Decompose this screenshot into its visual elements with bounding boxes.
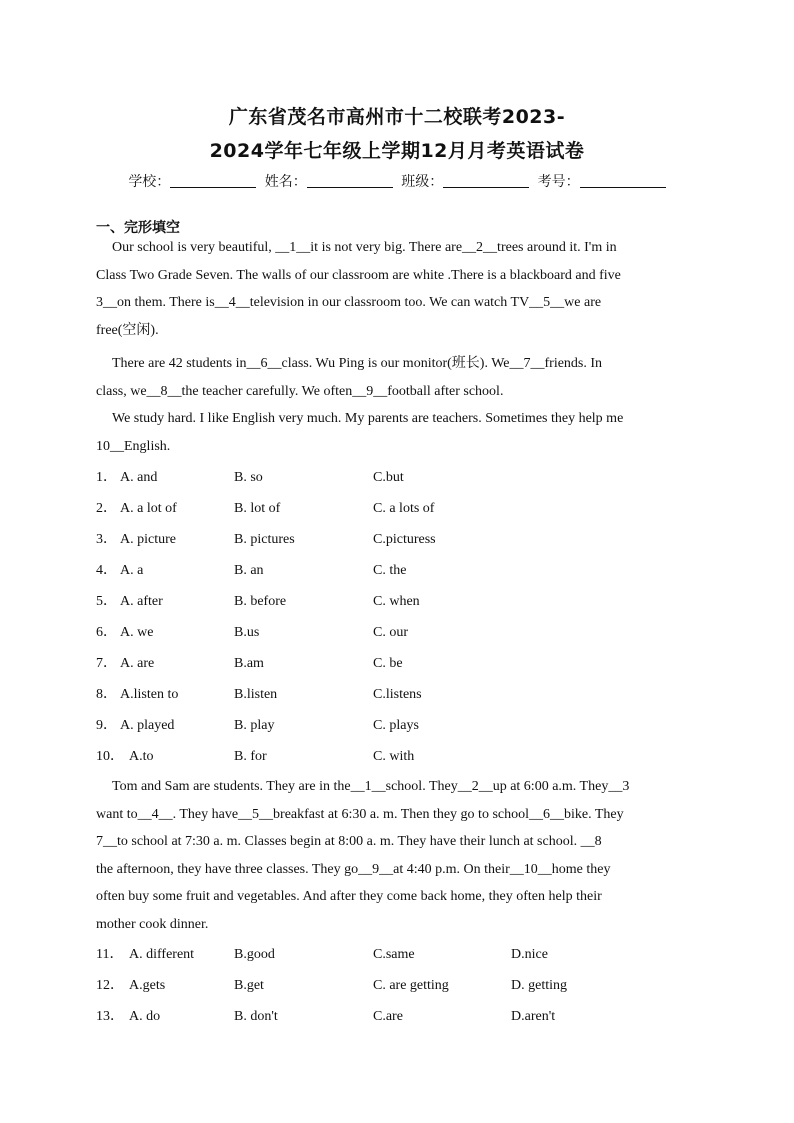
question-number: 10． [96,749,124,764]
option-b[interactable]: B. before [234,594,287,609]
question-number: 2． [96,501,117,516]
question-number: 7． [96,656,117,671]
question-row [96,648,696,679]
option-b[interactable]: B.good [234,947,275,962]
exam-title-line1: 广东省茂名市高州市十二校联考2023- [228,106,566,128]
question-number: 13． [96,1009,124,1024]
option-b[interactable]: B. play [234,718,275,733]
passage-line: Our school is very beautiful, __1__it is not very big. There are__2__trees around it. I'm in [112,240,617,255]
question-row [96,741,696,772]
class-blank[interactable] [443,173,529,188]
question-number: 11． [96,947,124,962]
questions-1-10 [96,462,696,772]
question-row [96,710,696,741]
question-number: 8． [96,687,117,702]
passage-1b [96,350,696,460]
option-a[interactable]: A. do [129,1009,161,1024]
option-b[interactable]: B.us [234,625,260,640]
passage-line: 7__to school at 7:30 a. m. Classes begin at 8:00 a. m. They have their lunch at school. __8 [96,834,602,849]
option-c[interactable]: C.listens [373,687,422,702]
option-c[interactable]: C. when [373,594,420,609]
option-c[interactable]: C.but [373,470,404,485]
passage-line: mother cook dinner. [96,916,209,932]
exam-title-line2: 2024学年七年级上学期12月月考英语试卷 [209,140,585,162]
question-number: 5． [96,594,117,609]
option-c[interactable]: C.same [373,947,415,962]
option-d[interactable]: D.nice [511,947,548,962]
option-c[interactable]: C. are getting [373,978,449,993]
option-a[interactable]: A. are [120,656,155,671]
option-b[interactable]: B. an [234,563,264,578]
option-c[interactable]: C.picturess [373,532,436,547]
exam-number-blank[interactable] [580,173,666,188]
option-c[interactable]: C.are [373,1009,403,1024]
question-row [96,462,696,493]
question-row [96,1001,696,1032]
question-number: 1． [96,470,117,485]
student-info-fields [0,171,794,191]
name-label: 姓名： [264,174,307,190]
school-blank[interactable] [170,173,256,188]
question-number: 4． [96,563,117,578]
question-number: 3． [96,532,117,547]
question-number: 6． [96,625,117,640]
name-blank[interactable] [307,173,393,188]
exam-number-label: 考号： [537,174,580,190]
passage-line: We study hard. I like English very much. My parents are teachers. Sometimes they help me [112,411,624,426]
option-b[interactable]: B. for [234,749,267,764]
option-a[interactable]: A. after [120,594,163,609]
section-heading: 一、完形填空 [96,220,180,236]
name-field [265,171,393,191]
option-b[interactable]: B. lot of [234,501,281,516]
passage-line: There are 42 students in__6__class. Wu Ping is our monitor(班长). We__7__friends. In [112,356,603,371]
option-c[interactable]: C. our [373,625,408,640]
question-row [96,617,696,648]
option-a[interactable]: A. we [120,625,154,640]
class-label: 班级： [401,174,444,190]
question-number: 9． [96,718,117,733]
option-b[interactable]: B. so [234,470,263,485]
option-b[interactable]: B. don't [234,1009,278,1024]
option-c[interactable]: C. the [373,563,407,578]
option-b[interactable]: B. pictures [234,532,295,547]
question-row [96,970,696,1001]
passage-line: 3__on them. There is__4__television in our classroom too. We can watch TV__5__we are [96,295,602,310]
option-a[interactable]: A. picture [120,532,176,547]
option-a[interactable]: A. and [120,470,158,485]
question-row [96,679,696,710]
questions-11-13 [96,939,696,1032]
question-row [96,555,696,586]
question-row [96,493,696,524]
school-label: 学校： [128,174,171,190]
option-c[interactable]: C. plays [373,718,419,733]
question-row [96,939,696,970]
question-number: 12． [96,978,124,993]
option-c[interactable]: C. with [373,749,415,764]
option-a[interactable]: A. played [120,718,175,733]
option-a[interactable]: A. a [120,563,144,578]
option-a[interactable]: A.gets [129,978,166,993]
option-b[interactable]: B.get [234,978,264,993]
option-d[interactable]: D. getting [511,978,567,993]
passage-1 [96,234,696,344]
option-a[interactable]: A. different [129,947,195,962]
option-a[interactable]: A. a lot of [120,501,177,516]
option-c[interactable]: C. be [373,656,403,671]
passage-line: want to__4__. They have__5__breakfast at 6:30 a. m. Then they go to school__6__bike. They [96,806,624,822]
passage-line: Tom and Sam are students. They are in the__1__school. They__2__up at 6:00 a.m. They__3 [112,779,630,794]
passage-2 [96,773,696,938]
exam-number-field [538,171,666,191]
school-field [128,171,256,191]
passage-line: free(空闲). [96,322,159,338]
option-b[interactable]: B.am [234,656,264,671]
passage-line: the afternoon, they have three classes. They go__9__at 4:40 p.m. On their__10__home they [96,861,611,877]
passage-line: often buy some fruit and vegetables. And after they come back home, they often help their [96,889,602,904]
option-a[interactable]: A.to [129,749,154,764]
passage-line: Class Two Grade Seven. The walls of our classroom are white .There is a blackboard and five [96,267,621,283]
option-c[interactable]: C. a lots of [373,501,435,516]
question-row [96,586,696,617]
option-a[interactable]: A.listen to [120,687,179,702]
question-row [96,524,696,555]
option-b[interactable]: B.listen [234,687,278,702]
passage-line: 10__English. [96,438,171,454]
passage-line: class, we__8__the teacher carefully. We often__9__football after school. [96,383,504,399]
option-d[interactable]: D.aren't [511,1009,556,1024]
class-field [401,171,529,191]
